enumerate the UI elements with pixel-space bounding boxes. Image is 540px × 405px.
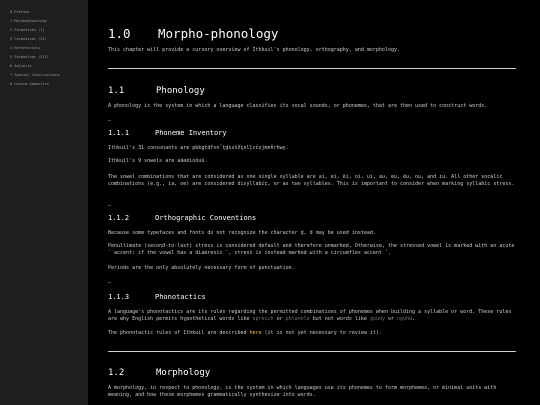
text-run: or — [273, 316, 286, 323]
ortho-paragraph-3: Periods are the only absolutely necessary form of punctuation. — [108, 265, 295, 271]
section-title: Phonology — [156, 86, 205, 96]
sidebar-item-special-constructions[interactable]: 7 Special Constructions — [10, 73, 60, 77]
phonology-description: A phonology is the system in which a language classifies its vocal sounds, or phonemes, that are then used to construct words. — [108, 103, 488, 109]
chapter-number: 1.0 — [108, 26, 131, 41]
subsection-number: 1.1.2 — [108, 214, 130, 222]
section-heading-phonology — [108, 86, 516, 97]
example-word: goudy — [369, 316, 385, 323]
text-run: (it is not yet necessary to review it). — [261, 330, 382, 336]
vowels-text: Ithkuil's 9 vowels are aäeëioöuü. — [108, 158, 208, 164]
sidebar-item-formatives-3[interactable]: 5 Formatives (III) — [10, 55, 49, 59]
chapter-title: Morpho-phonology — [158, 26, 279, 41]
consonants-text: Ithkuil's 31 consonants are pbkgtdfvnˆţḑszšžçxlļcčẓjmnňrhwy. — [108, 145, 289, 151]
subsection-title: Phonotactics — [155, 293, 206, 301]
sidebar-item-referentials[interactable]: 4 Referentials — [10, 46, 41, 50]
subsection-number: 1.1.1 — [108, 129, 130, 137]
section-number: 1.2 — [108, 368, 125, 378]
example-word: spreich — [252, 316, 274, 323]
subsection-number: 1.1.3 — [108, 293, 130, 301]
sidebar-item-preface[interactable]: 0 Preface — [10, 10, 30, 14]
section-divider — [108, 351, 516, 352]
chapter-heading — [108, 27, 516, 41]
subsection-title: Orthographic Conventions — [155, 214, 257, 222]
section-number: 1.1 — [108, 86, 125, 96]
sidebar — [0, 0, 88, 405]
morphology-description: A morphology, in respect to phonology, is the system in which languages use its phonemes to form morphemes, or minimal units with meaning, and how these morphemes grammatically synthesize into words. — [108, 385, 497, 399]
subsection-heading-orthography — [108, 214, 516, 223]
separator-dash: – — [108, 118, 112, 124]
phonotactics-paragraph-1 — [108, 309, 516, 323]
sidebar-item-adjuncts[interactable]: 6 Adjuncts — [10, 64, 32, 68]
sidebar-item-lexico-semantics[interactable]: 8 Lexico-Semantics — [10, 82, 49, 86]
text-run: but not words like — [309, 316, 370, 323]
text-run: The phonotactic rules of Ithkuil are described — [108, 330, 250, 336]
phonotactic-rules-link[interactable]: here — [249, 330, 262, 336]
sidebar-item-morphophonology[interactable]: 1 Morphophonology — [10, 19, 47, 23]
chapter-intro: This chapter will provide a cursory overview of Ithkuil's phonology, orthography, and morphology. — [108, 47, 400, 53]
subsection-heading-phonotactics — [108, 293, 516, 302]
text-run: A language's phonotactics are its rules regarding the permitted combinations of phonemes when building a syllable or word. These rules are why English permits hypothetical words like — [108, 309, 512, 323]
example-word: phlankle — [285, 316, 310, 323]
section-heading-morphology — [108, 368, 516, 379]
subsection-heading-inventory — [108, 129, 516, 138]
separator-dash: – — [108, 203, 112, 209]
example-word: nguhd — [397, 316, 413, 323]
vowel-combinations-text: The vowel combinations that are considered as one single syllable are ai, ei, ëi, oi, ui, au, eu, ëu, ou, and iu. All other vocalic combinations (e.g., ia, oe) are considered disyllabic, or as two syllables. This is important to consider when marking syllabic stress. — [108, 174, 515, 188]
separator-dash: – — [108, 280, 112, 286]
section-title: Morphology — [156, 368, 211, 378]
text-run: . — [412, 316, 416, 323]
ortho-paragraph-2: Penultimate (second-to-last) stress is considered default and therefore unmarked. Otherwise, the stressed vowel is marked with an acute ´ accent; if the vowel has a diaeresis ¨, stress is instead marked with a circumflex accent ˆ. — [108, 243, 515, 257]
sidebar-item-formatives-2[interactable]: 3 Formatives (II) — [10, 37, 47, 41]
subsection-title: Phoneme Inventory — [155, 129, 227, 137]
phonotactics-paragraph-2 — [108, 330, 516, 337]
sidebar-item-formatives-1[interactable]: 2 Formatives (I) — [10, 28, 45, 32]
ortho-paragraph-1: Because some typefaces and fonts do not recognize the character ḑ, d may be used instead. — [108, 230, 376, 236]
text-run: or — [385, 316, 398, 323]
section-divider — [108, 68, 516, 69]
